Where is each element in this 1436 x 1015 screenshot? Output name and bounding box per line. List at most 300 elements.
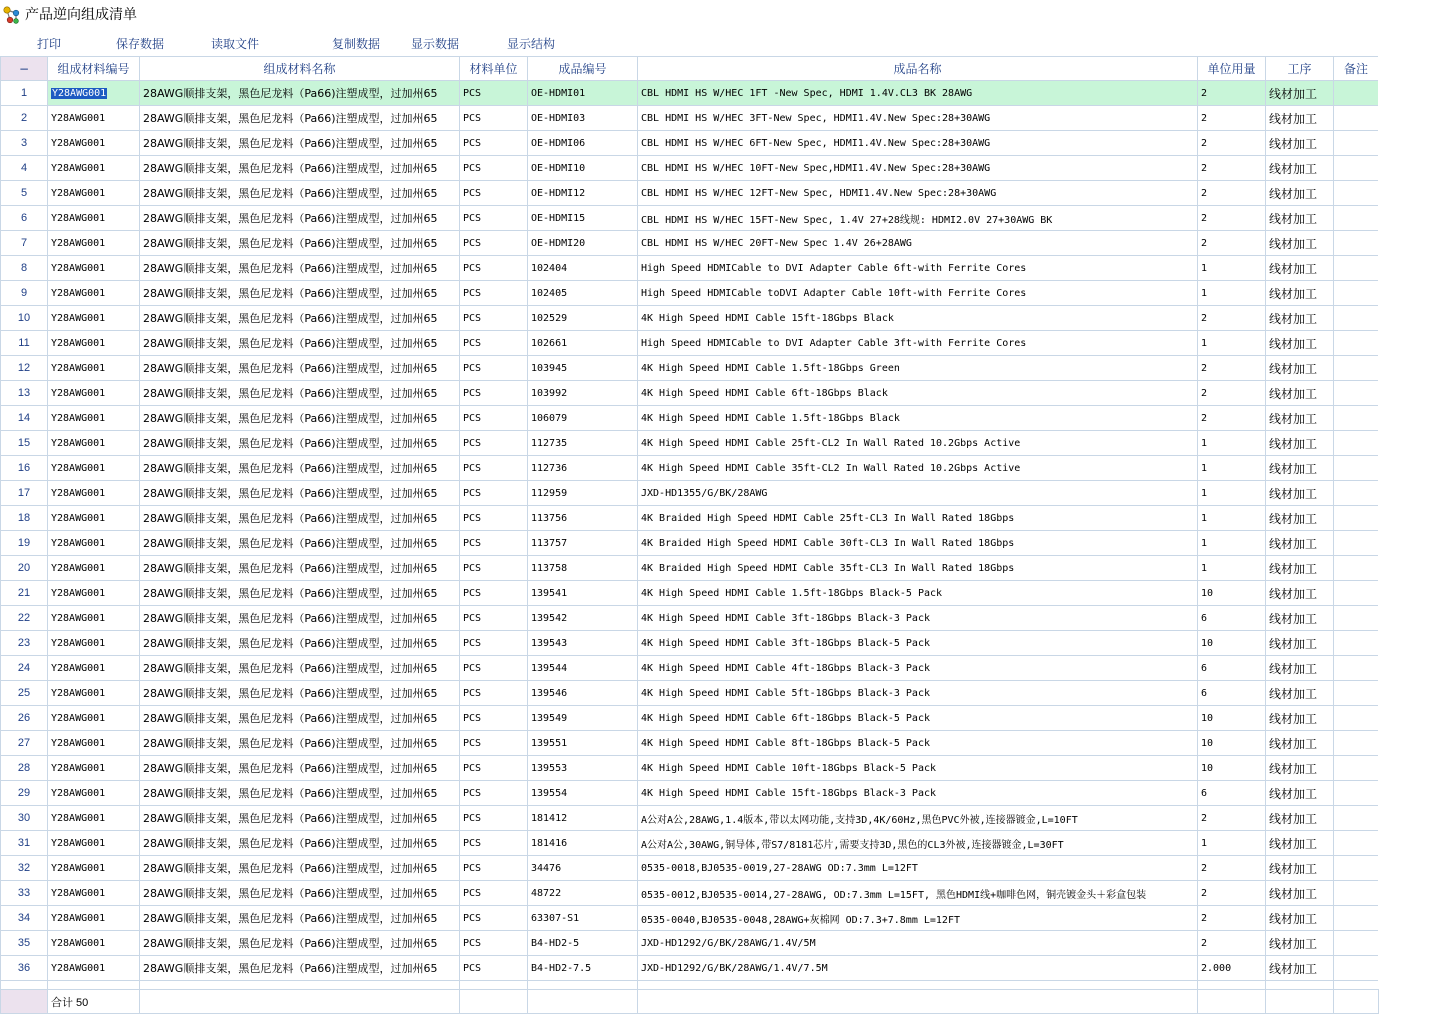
cell-process[interactable]: 线材加工 (1266, 581, 1334, 606)
cell-product-code[interactable]: 139546 (528, 681, 638, 706)
cell-material-code[interactable] (48, 81, 140, 106)
cell-process[interactable]: 线材加工 (1266, 331, 1334, 356)
cell-material-unit[interactable]: PCS (460, 81, 528, 106)
table-row[interactable] (1, 756, 1379, 781)
table-row[interactable] (1, 381, 1379, 406)
cell-product-code[interactable]: OE-HDMI15 (528, 206, 638, 231)
cell-product-code[interactable]: 48722 (528, 881, 638, 906)
cell-process[interactable]: 线材加工 (1266, 406, 1334, 431)
cell-process[interactable]: 线材加工 (1266, 156, 1334, 181)
table-row[interactable] (1, 481, 1379, 506)
cell-unit-qty[interactable]: 1 (1198, 556, 1266, 581)
cell-material-name[interactable]: 28AWG顺排支架，黑色尼龙料（Pa66)注塑成型，过加州65 (140, 831, 460, 856)
cell-product-code[interactable]: 139542 (528, 606, 638, 631)
row-number[interactable]: 3 (1, 131, 48, 156)
table-row[interactable] (1, 581, 1379, 606)
cell-remark[interactable] (1334, 931, 1379, 956)
cell-remark[interactable] (1334, 681, 1379, 706)
table-row[interactable] (1, 281, 1379, 306)
cell-material-code[interactable]: Y28AWG001 (48, 631, 140, 656)
cell-material-unit[interactable]: PCS (460, 506, 528, 531)
cell-material-code[interactable]: Y28AWG001 (48, 656, 140, 681)
cell-process[interactable]: 线材加工 (1266, 781, 1334, 806)
cell-material-code[interactable]: Y28AWG001 (48, 181, 140, 206)
cell-remark[interactable] (1334, 631, 1379, 656)
cell-product-code[interactable]: 139543 (528, 631, 638, 656)
cell-product-name[interactable]: 4K High Speed HDMI Cable 10ft-18Gbps Black-5 Pack (638, 756, 1198, 781)
cell-material-name[interactable]: 28AWG顺排支架，黑色尼龙料（Pa66)注塑成型，过加州65 (140, 281, 460, 306)
cell-product-code[interactable]: OE-HDMI06 (528, 131, 638, 156)
cell-product-name[interactable]: 4K High Speed HDMI Cable 4ft-18Gbps Black-3 Pack (638, 656, 1198, 681)
col-header-remark[interactable]: 备注 (1334, 57, 1379, 81)
cell-process[interactable]: 线材加工 (1266, 681, 1334, 706)
cell-material-unit[interactable]: PCS (460, 956, 528, 981)
cell-product-code[interactable]: 63307-S1 (528, 906, 638, 931)
cell-material-name[interactable]: 28AWG顺排支架，黑色尼龙料（Pa66)注塑成型，过加州65 (140, 931, 460, 956)
cell-product-name[interactable]: JXD-HD1355/G/BK/28AWG (638, 481, 1198, 506)
table-row[interactable] (1, 256, 1379, 281)
cell-material-code[interactable]: Y28AWG001 (48, 256, 140, 281)
table-row[interactable] (1, 506, 1379, 531)
cell-material-unit[interactable]: PCS (460, 206, 528, 231)
cell-remark[interactable] (1334, 656, 1379, 681)
cell-unit-qty[interactable]: 2 (1198, 806, 1266, 831)
row-number[interactable]: 21 (1, 581, 48, 606)
cell-material-code[interactable]: Y28AWG001 (48, 556, 140, 581)
row-number[interactable]: 28 (1, 756, 48, 781)
table-row[interactable] (1, 931, 1379, 956)
cell-material-code[interactable]: Y28AWG001 (48, 881, 140, 906)
cell-material-unit[interactable]: PCS (460, 706, 528, 731)
cell-product-name[interactable]: 4K High Speed HDMI Cable 15ft-18Gbps Black (638, 306, 1198, 331)
cell-remark[interactable] (1334, 206, 1379, 231)
cell-material-name[interactable]: 28AWG顺排支架，黑色尼龙料（Pa66)注塑成型，过加州65 (140, 781, 460, 806)
cell-product-name[interactable]: 4K High Speed HDMI Cable 1.5ft-18Gbps Black-5 Pack (638, 581, 1198, 606)
cell-remark[interactable] (1334, 906, 1379, 931)
cell-material-code[interactable]: Y28AWG001 (48, 381, 140, 406)
cell-process[interactable]: 线材加工 (1266, 381, 1334, 406)
cell-material-name[interactable]: 28AWG顺排支架，黑色尼龙料（Pa66)注塑成型，过加州65 (140, 406, 460, 431)
row-number[interactable]: 22 (1, 606, 48, 631)
cell-product-code[interactable]: 139544 (528, 656, 638, 681)
col-header-product-code[interactable]: 成品编号 (528, 57, 638, 81)
cell-material-unit[interactable]: PCS (460, 856, 528, 881)
table-row[interactable] (1, 706, 1379, 731)
cell-product-code[interactable]: 112959 (528, 481, 638, 506)
cell-material-unit[interactable]: PCS (460, 806, 528, 831)
cell-material-name[interactable]: 28AWG顺排支架，黑色尼龙料（Pa66)注塑成型，过加州65 (140, 156, 460, 181)
cell-material-code[interactable]: Y28AWG001 (48, 531, 140, 556)
cell-material-code[interactable]: Y28AWG001 (48, 131, 140, 156)
cell-unit-qty[interactable]: 1 (1198, 456, 1266, 481)
cell-material-code[interactable]: Y28AWG001 (48, 406, 140, 431)
cell-material-code[interactable]: Y28AWG001 (48, 856, 140, 881)
cell-unit-qty[interactable]: 6 (1198, 681, 1266, 706)
cell-material-code[interactable]: Y28AWG001 (48, 756, 140, 781)
cell-product-code[interactable]: OE-HDMI20 (528, 231, 638, 256)
cell-material-code[interactable]: Y28AWG001 (48, 581, 140, 606)
cell-process[interactable]: 线材加工 (1266, 856, 1334, 881)
cell-remark[interactable] (1334, 81, 1379, 106)
cell-process[interactable]: 线材加工 (1266, 231, 1334, 256)
cell-unit-qty[interactable]: 1 (1198, 531, 1266, 556)
cell-material-unit[interactable]: PCS (460, 231, 528, 256)
row-number[interactable]: 25 (1, 681, 48, 706)
cell-material-unit[interactable]: PCS (460, 431, 528, 456)
cell-material-name[interactable]: 28AWG顺排支架，黑色尼龙料（Pa66)注塑成型，过加州65 (140, 131, 460, 156)
show-data-button[interactable]: 显示数据 (411, 37, 460, 51)
table-row[interactable] (1, 156, 1379, 181)
row-number[interactable]: 10 (1, 306, 48, 331)
row-number[interactable]: 36 (1, 956, 48, 981)
cell-product-code[interactable]: B4-HD2-7.5 (528, 956, 638, 981)
cell-remark[interactable] (1334, 606, 1379, 631)
cell-material-name[interactable]: 28AWG顺排支架，黑色尼龙料（Pa66)注塑成型，过加州65 (140, 231, 460, 256)
cell-material-name[interactable]: 28AWG顺排支架，黑色尼龙料（Pa66)注塑成型，过加州65 (140, 431, 460, 456)
cell-product-name[interactable]: High Speed HDMICable to DVI Adapter Cable 6ft-with Ferrite Cores (638, 256, 1198, 281)
cell-product-name[interactable]: 0535-0018,BJ0535-0019,27-28AWG OD:7.3mm L=12FT (638, 856, 1198, 881)
cell-material-name[interactable]: 28AWG顺排支架，黑色尼龙料（Pa66)注塑成型，过加州65 (140, 681, 460, 706)
cell-material-unit[interactable]: PCS (460, 681, 528, 706)
cell-unit-qty[interactable]: 2 (1198, 306, 1266, 331)
cell-material-unit[interactable]: PCS (460, 781, 528, 806)
cell-unit-qty[interactable]: 1 (1198, 831, 1266, 856)
cell-material-unit[interactable]: PCS (460, 306, 528, 331)
cell-unit-qty[interactable]: 10 (1198, 631, 1266, 656)
cell-unit-qty[interactable]: 2 (1198, 381, 1266, 406)
cell-material-code[interactable]: Y28AWG001 (48, 456, 140, 481)
row-number[interactable]: 9 (1, 281, 48, 306)
cell-process[interactable]: 线材加工 (1266, 431, 1334, 456)
cell-material-unit[interactable]: PCS (460, 831, 528, 856)
cell-product-code[interactable]: 181412 (528, 806, 638, 831)
cell-material-code[interactable]: Y28AWG001 (48, 781, 140, 806)
cell-unit-qty[interactable]: 6 (1198, 656, 1266, 681)
cell-process[interactable]: 线材加工 (1266, 181, 1334, 206)
cell-material-unit[interactable]: PCS (460, 181, 528, 206)
cell-unit-qty[interactable]: 2 (1198, 881, 1266, 906)
row-number[interactable]: 18 (1, 506, 48, 531)
cell-product-code[interactable]: 139554 (528, 781, 638, 806)
cell-unit-qty[interactable]: 2 (1198, 856, 1266, 881)
cell-process[interactable]: 线材加工 (1266, 731, 1334, 756)
cell-remark[interactable] (1334, 156, 1379, 181)
cell-remark[interactable] (1334, 106, 1379, 131)
cell-remark[interactable] (1334, 131, 1379, 156)
cell-material-unit[interactable]: PCS (460, 631, 528, 656)
cell-product-code[interactable]: 102661 (528, 331, 638, 356)
cell-unit-qty[interactable]: 1 (1198, 481, 1266, 506)
table-row[interactable] (1, 681, 1379, 706)
cell-product-code[interactable]: 106079 (528, 406, 638, 431)
table-row[interactable] (1, 906, 1379, 931)
cell-remark[interactable] (1334, 956, 1379, 981)
cell-product-name[interactable]: CBL HDMI HS W/HEC 20FT-New Spec 1.4V 26+28AWG (638, 231, 1198, 256)
row-number[interactable]: 31 (1, 831, 48, 856)
cell-material-name[interactable]: 28AWG顺排支架，黑色尼龙料（Pa66)注塑成型，过加州65 (140, 906, 460, 931)
cell-product-code[interactable]: OE-HDMI12 (528, 181, 638, 206)
cell-material-name[interactable]: 28AWG顺排支架，黑色尼龙料（Pa66)注塑成型，过加州65 (140, 606, 460, 631)
cell-material-code[interactable]: Y28AWG001 (48, 156, 140, 181)
cell-material-code[interactable]: Y28AWG001 (48, 831, 140, 856)
col-header-material-unit[interactable]: 材料单位 (460, 57, 528, 81)
cell-process[interactable]: 线材加工 (1266, 206, 1334, 231)
cell-product-name[interactable]: 0535-0012,BJ0535-0014,27-28AWG, OD:7.3mm L=15FT, 黑色HDMI线+咖啡色网，铜壳镀金头＋彩盒包装 (638, 881, 1198, 906)
cell-material-unit[interactable]: PCS (460, 381, 528, 406)
cell-remark[interactable] (1334, 456, 1379, 481)
row-number[interactable]: 27 (1, 731, 48, 756)
cell-material-unit[interactable]: PCS (460, 131, 528, 156)
cell-product-code[interactable]: OE-HDMI03 (528, 106, 638, 131)
cell-unit-qty[interactable]: 2 (1198, 206, 1266, 231)
cell-product-name[interactable]: CBL HDMI HS W/HEC 10FT-New Spec,HDMI1.4V.New Spec:28+30AWG (638, 156, 1198, 181)
cell-process[interactable]: 线材加工 (1266, 756, 1334, 781)
cell-process[interactable]: 线材加工 (1266, 281, 1334, 306)
cell-remark[interactable] (1334, 881, 1379, 906)
cell-material-unit[interactable]: PCS (460, 906, 528, 931)
cell-unit-qty[interactable]: 2 (1198, 81, 1266, 106)
cell-process[interactable]: 线材加工 (1266, 356, 1334, 381)
cell-product-code[interactable]: 103945 (528, 356, 638, 381)
cell-product-code[interactable]: 113757 (528, 531, 638, 556)
cell-material-name[interactable]: 28AWG顺排支架，黑色尼龙料（Pa66)注塑成型，过加州65 (140, 706, 460, 731)
cell-product-code[interactable]: OE-HDMI10 (528, 156, 638, 181)
cell-material-name[interactable]: 28AWG顺排支架，黑色尼龙料（Pa66)注塑成型，过加州65 (140, 756, 460, 781)
cell-unit-qty[interactable]: 2.000 (1198, 956, 1266, 981)
cell-material-code[interactable]: Y28AWG001 (48, 306, 140, 331)
cell-material-name[interactable]: 28AWG顺排支架，黑色尼龙料（Pa66)注塑成型，过加州65 (140, 531, 460, 556)
cell-product-code[interactable]: 34476 (528, 856, 638, 881)
cell-unit-qty[interactable]: 2 (1198, 931, 1266, 956)
cell-remark[interactable] (1334, 331, 1379, 356)
row-number[interactable]: 23 (1, 631, 48, 656)
cell-process[interactable]: 线材加工 (1266, 606, 1334, 631)
cell-material-code[interactable]: Y28AWG001 (48, 806, 140, 831)
table-row[interactable] (1, 856, 1379, 881)
cell-product-code[interactable]: OE-HDMI01 (528, 81, 638, 106)
cell-unit-qty[interactable]: 1 (1198, 506, 1266, 531)
cell-product-code[interactable]: 113758 (528, 556, 638, 581)
cell-remark[interactable] (1334, 556, 1379, 581)
cell-material-unit[interactable]: PCS (460, 456, 528, 481)
table-row[interactable] (1, 306, 1379, 331)
row-number[interactable]: 2 (1, 106, 48, 131)
cell-material-code[interactable]: Y28AWG001 (48, 331, 140, 356)
cell-unit-qty[interactable]: 6 (1198, 606, 1266, 631)
cell-product-code[interactable]: 139541 (528, 581, 638, 606)
cell-product-name[interactable]: 4K High Speed HDMI Cable 1.5ft-18Gbps Black (638, 406, 1198, 431)
cell-product-code[interactable]: B4-HD2-5 (528, 931, 638, 956)
cell-material-name[interactable]: 28AWG顺排支架，黑色尼龙料（Pa66)注塑成型，过加州65 (140, 481, 460, 506)
col-header-process[interactable]: 工序 (1266, 57, 1334, 81)
cell-product-name[interactable]: CBL HDMI HS W/HEC 1FT -New Spec, HDMI 1.4V.CL3 BK 28AWG (638, 81, 1198, 106)
cell-product-name[interactable]: 4K Braided High Speed HDMI Cable 25ft-CL3 In Wall Rated 18Gbps (638, 506, 1198, 531)
row-number[interactable]: 12 (1, 356, 48, 381)
cell-product-name[interactable]: High Speed HDMICable toDVI Adapter Cable 10ft-with Ferrite Cores (638, 281, 1198, 306)
cell-product-name[interactable]: CBL HDMI HS W/HEC 3FT-New Spec, HDMI1.4V.New Spec:28+30AWG (638, 106, 1198, 131)
table-row[interactable] (1, 431, 1379, 456)
cell-material-name[interactable]: 28AWG顺排支架，黑色尼龙料（Pa66)注塑成型，过加州65 (140, 856, 460, 881)
table-row[interactable] (1, 231, 1379, 256)
cell-material-name[interactable]: 28AWG顺排支架，黑色尼龙料（Pa66)注塑成型，过加州65 (140, 881, 460, 906)
show-structure-button[interactable]: 显示结构 (507, 37, 556, 51)
table-row[interactable] (1, 131, 1379, 156)
table-row[interactable] (1, 81, 1379, 106)
save-data-button[interactable]: 保存数据 (116, 37, 165, 51)
cell-material-name[interactable]: 28AWG顺排支架，黑色尼龙料（Pa66)注塑成型，过加州65 (140, 631, 460, 656)
table-row[interactable] (1, 331, 1379, 356)
cell-product-name[interactable]: 0535-0040,BJ0535-0048,28AWG+灰棉网 OD:7.3+7.8mm L=12FT (638, 906, 1198, 931)
row-number[interactable]: 17 (1, 481, 48, 506)
cell-remark[interactable] (1334, 231, 1379, 256)
cell-remark[interactable] (1334, 406, 1379, 431)
cell-unit-qty[interactable]: 2 (1198, 156, 1266, 181)
cell-product-code[interactable]: 112735 (528, 431, 638, 456)
row-number[interactable]: 34 (1, 906, 48, 931)
cell-remark[interactable] (1334, 256, 1379, 281)
table-row[interactable] (1, 456, 1379, 481)
row-number[interactable]: 8 (1, 256, 48, 281)
cell-material-unit[interactable]: PCS (460, 356, 528, 381)
cell-material-name[interactable]: 28AWG顺排支架，黑色尼龙料（Pa66)注塑成型，过加州65 (140, 81, 460, 106)
copy-data-button[interactable]: 复制数据 (332, 37, 381, 51)
cell-material-name[interactable]: 28AWG顺排支架，黑色尼龙料（Pa66)注塑成型，过加州65 (140, 731, 460, 756)
cell-material-code[interactable]: Y28AWG001 (48, 706, 140, 731)
row-number[interactable]: 4 (1, 156, 48, 181)
table-row[interactable] (1, 356, 1379, 381)
cell-material-unit[interactable]: PCS (460, 256, 528, 281)
cell-product-name[interactable]: CBL HDMI HS W/HEC 15FT-New Spec, 1.4V 27+28线规: HDMI2.0V 27+30AWG BK (638, 206, 1198, 231)
cell-material-name[interactable]: 28AWG顺排支架，黑色尼龙料（Pa66)注塑成型，过加州65 (140, 381, 460, 406)
row-number[interactable]: 30 (1, 806, 48, 831)
cell-product-code[interactable]: 139549 (528, 706, 638, 731)
cell-remark[interactable] (1334, 431, 1379, 456)
cell-product-name[interactable]: 4K High Speed HDMI Cable 6ft-18Gbps Black-5 Pack (638, 706, 1198, 731)
cell-process[interactable]: 线材加工 (1266, 556, 1334, 581)
selected-cell-text[interactable]: Y28AWG001 (52, 87, 107, 99)
cell-remark[interactable] (1334, 531, 1379, 556)
cell-remark[interactable] (1334, 756, 1379, 781)
cell-material-code[interactable]: Y28AWG001 (48, 681, 140, 706)
cell-material-unit[interactable]: PCS (460, 156, 528, 181)
cell-material-code[interactable]: Y28AWG001 (48, 906, 140, 931)
table-row[interactable] (1, 881, 1379, 906)
cell-material-unit[interactable]: PCS (460, 731, 528, 756)
cell-remark[interactable] (1334, 731, 1379, 756)
cell-unit-qty[interactable]: 2 (1198, 406, 1266, 431)
cell-material-unit[interactable]: PCS (460, 531, 528, 556)
table-row[interactable] (1, 106, 1379, 131)
cell-remark[interactable] (1334, 281, 1379, 306)
cell-product-name[interactable]: 4K Braided High Speed HDMI Cable 30ft-CL3 In Wall Rated 18Gbps (638, 531, 1198, 556)
cell-process[interactable]: 线材加工 (1266, 256, 1334, 281)
row-number[interactable]: 19 (1, 531, 48, 556)
cell-product-name[interactable]: A公对A公,30AWG,铜导体,带S7/8181芯片,需要支持3D,黑色的CL3外被,连接器镀金,L=30FT (638, 831, 1198, 856)
table-row[interactable] (1, 606, 1379, 631)
cell-product-code[interactable]: 113756 (528, 506, 638, 531)
row-number[interactable]: 7 (1, 231, 48, 256)
cell-product-name[interactable]: CBL HDMI HS W/HEC 12FT-New Spec, HDMI1.4V.New Spec:28+30AWG (638, 181, 1198, 206)
table-row[interactable] (1, 831, 1379, 856)
cell-unit-qty[interactable]: 10 (1198, 706, 1266, 731)
row-number[interactable]: 16 (1, 456, 48, 481)
col-header-product-name[interactable]: 成品名称 (638, 57, 1198, 81)
cell-product-name[interactable]: 4K High Speed HDMI Cable 1.5ft-18Gbps Green (638, 356, 1198, 381)
cell-unit-qty[interactable]: 1 (1198, 431, 1266, 456)
cell-product-code[interactable]: 181416 (528, 831, 638, 856)
cell-product-code[interactable]: 102405 (528, 281, 638, 306)
row-number[interactable]: 35 (1, 931, 48, 956)
cell-process[interactable]: 线材加工 (1266, 81, 1334, 106)
row-number[interactable]: 14 (1, 406, 48, 431)
cell-process[interactable]: 线材加工 (1266, 531, 1334, 556)
cell-product-code[interactable]: 102529 (528, 306, 638, 331)
table-row[interactable] (1, 556, 1379, 581)
cell-product-name[interactable]: JXD-HD1292/G/BK/28AWG/1.4V/5M (638, 931, 1198, 956)
cell-material-unit[interactable]: PCS (460, 281, 528, 306)
cell-material-code[interactable]: Y28AWG001 (48, 606, 140, 631)
cell-remark[interactable] (1334, 381, 1379, 406)
table-row[interactable] (1, 631, 1379, 656)
cell-material-code[interactable]: Y28AWG001 (48, 281, 140, 306)
cell-material-name[interactable]: 28AWG顺排支架，黑色尼龙料（Pa66)注塑成型，过加州65 (140, 806, 460, 831)
cell-product-name[interactable]: High Speed HDMICable to DVI Adapter Cable 3ft-with Ferrite Cores (638, 331, 1198, 356)
cell-unit-qty[interactable]: 1 (1198, 331, 1266, 356)
row-number[interactable]: 5 (1, 181, 48, 206)
cell-unit-qty[interactable]: 2 (1198, 181, 1266, 206)
cell-unit-qty[interactable]: 2 (1198, 906, 1266, 931)
cell-material-code[interactable]: Y28AWG001 (48, 481, 140, 506)
row-number[interactable]: 24 (1, 656, 48, 681)
cell-product-name[interactable]: A公对A公,28AWG,1.4版本,带以太网功能,支持3D,4K/60Hz,黑色PVC外被,连接器镀金,L=10FT (638, 806, 1198, 831)
cell-material-code[interactable]: Y28AWG001 (48, 356, 140, 381)
table-row[interactable] (1, 531, 1379, 556)
grid-corner-button[interactable]: − (1, 57, 48, 81)
cell-unit-qty[interactable]: 2 (1198, 131, 1266, 156)
cell-material-code[interactable]: Y28AWG001 (48, 231, 140, 256)
cell-remark[interactable] (1334, 506, 1379, 531)
cell-material-code[interactable]: Y28AWG001 (48, 206, 140, 231)
cell-product-name[interactable]: 4K High Speed HDMI Cable 6ft-18Gbps Black (638, 381, 1198, 406)
cell-unit-qty[interactable]: 2 (1198, 356, 1266, 381)
cell-remark[interactable] (1334, 831, 1379, 856)
cell-process[interactable]: 线材加工 (1266, 881, 1334, 906)
cell-process[interactable]: 线材加工 (1266, 906, 1334, 931)
cell-process[interactable]: 线材加工 (1266, 956, 1334, 981)
cell-process[interactable]: 线材加工 (1266, 706, 1334, 731)
cell-material-code[interactable]: Y28AWG001 (48, 931, 140, 956)
cell-product-code[interactable]: 112736 (528, 456, 638, 481)
row-number[interactable]: 1 (1, 81, 48, 106)
cell-product-name[interactable]: 4K High Speed HDMI Cable 3ft-18Gbps Black-3 Pack (638, 606, 1198, 631)
table-row[interactable] (1, 781, 1379, 806)
cell-product-name[interactable]: 4K High Speed HDMI Cable 5ft-18Gbps Black-3 Pack (638, 681, 1198, 706)
cell-process[interactable]: 线材加工 (1266, 506, 1334, 531)
cell-process[interactable]: 线材加工 (1266, 306, 1334, 331)
cell-material-unit[interactable]: PCS (460, 756, 528, 781)
cell-process[interactable]: 线材加工 (1266, 631, 1334, 656)
table-row[interactable] (1, 181, 1379, 206)
cell-material-name[interactable]: 28AWG顺排支架，黑色尼龙料（Pa66)注塑成型，过加州65 (140, 356, 460, 381)
cell-product-code[interactable]: 103992 (528, 381, 638, 406)
cell-remark[interactable] (1334, 181, 1379, 206)
cell-process[interactable]: 线材加工 (1266, 656, 1334, 681)
cell-remark[interactable] (1334, 481, 1379, 506)
row-number[interactable]: 29 (1, 781, 48, 806)
cell-process[interactable]: 线材加工 (1266, 481, 1334, 506)
cell-unit-qty[interactable]: 2 (1198, 106, 1266, 131)
cell-material-unit[interactable]: PCS (460, 331, 528, 356)
